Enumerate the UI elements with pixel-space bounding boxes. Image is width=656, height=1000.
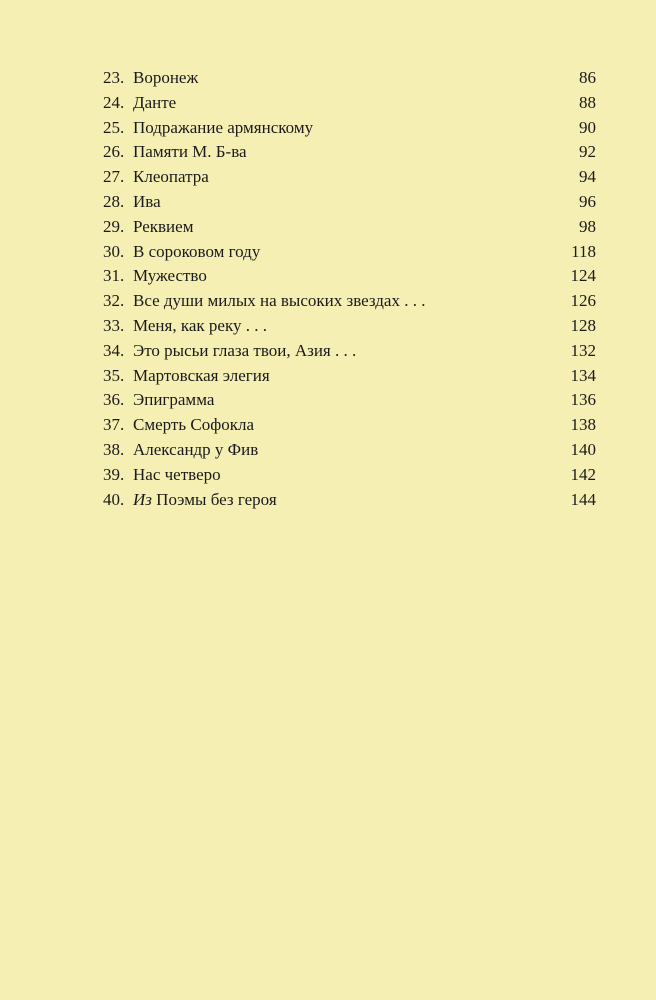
toc-entry-title [133, 364, 556, 389]
toc-entry-title-text: Клеопатра [133, 167, 209, 187]
toc-entry-title [133, 240, 556, 265]
toc-entry [103, 116, 596, 141]
toc-entry-title [133, 463, 556, 488]
toc-entry-page-number: 138 [570, 415, 596, 435]
toc-entry-title-text: Смерть Софокла [133, 415, 254, 435]
toc-entry [103, 215, 596, 240]
toc-entry-title [133, 140, 556, 165]
toc-entry-page-number: 90 [579, 117, 596, 137]
toc-entry-page-number: 88 [579, 92, 596, 112]
toc-entry-number: 24. [103, 92, 125, 112]
toc-entry-title [133, 264, 556, 289]
toc-entry [103, 240, 596, 265]
toc-entry-title-text: Данте [133, 92, 177, 112]
toc-entry-page-number: 92 [579, 142, 596, 162]
toc-entry-number: 28. [103, 191, 125, 211]
toc-entry-page-number: 140 [570, 439, 596, 459]
toc-entry [103, 339, 596, 364]
toc-entry-title [133, 314, 556, 339]
toc-entry-title [133, 413, 556, 438]
toc-entry-title-text: Мужество [133, 266, 207, 286]
toc-entry-page-number: 118 [571, 241, 596, 261]
toc-entry-page-number: 132 [570, 340, 596, 360]
toc-entry-number: 36. [103, 390, 125, 410]
toc-entry [103, 364, 596, 389]
toc-entry-number: 33. [103, 315, 125, 335]
toc-entry-number: 26. [103, 142, 125, 162]
toc-entry-number: 34. [103, 340, 125, 360]
toc-entry-title-text: Мартовская элегия [133, 365, 270, 385]
toc-entry-page-number: 142 [570, 464, 596, 484]
toc-entry-number: 29. [103, 216, 125, 236]
toc-entry [103, 488, 596, 513]
toc-entry-title [133, 116, 556, 141]
toc-entry [103, 165, 596, 190]
toc-entry [103, 413, 596, 438]
toc-entry-title-text: Памяти М. Б-ва [133, 142, 247, 162]
toc-entry-title [133, 488, 556, 513]
toc-entry-number: 25. [103, 117, 125, 137]
toc-entry-title-text: Меня, как реку . . . [133, 315, 267, 335]
toc-entry-number: 38. [103, 439, 125, 459]
toc-entry-title-text: Эпиграмма [133, 390, 215, 410]
toc-entry-page-number: 136 [570, 390, 596, 410]
toc-entry-title [133, 289, 556, 314]
toc-entry [103, 264, 596, 289]
toc-entry-number: 37. [103, 415, 125, 435]
toc-entry-number: 30. [103, 241, 125, 261]
toc-entry-number: 23. [103, 68, 125, 87]
toc-entry-title-text: Это рысьи глаза твои, Азия . . . [133, 340, 357, 360]
toc-entry-page-number: 96 [579, 191, 596, 211]
toc-entry-title-text: Александр у Фив [133, 439, 259, 459]
toc-entry-title-text: Ива [133, 191, 161, 211]
toc-entry [103, 140, 596, 165]
toc-entry-title-text: В сороковом году [133, 241, 261, 261]
toc-entry-title-text: Подражание армянскому [133, 117, 314, 137]
toc-entry [103, 289, 596, 314]
toc-entry-page-number: 98 [579, 216, 596, 236]
toc-entry-title [133, 388, 556, 413]
toc-entry-number: 35. [103, 365, 125, 385]
toc-entry-title [133, 66, 556, 91]
toc-entry-number: 32. [103, 291, 125, 311]
toc-entry-title [133, 190, 556, 215]
toc-entry [103, 314, 596, 339]
toc-entry [103, 91, 596, 116]
toc-entry-number: 27. [103, 167, 125, 187]
toc-entry-title [133, 339, 556, 364]
toc-entry-title-text: Все души милых на высоких звездах . . . [133, 291, 426, 311]
toc-entry-page-number: 124 [570, 266, 596, 286]
toc-entry-title-prefix: Из [133, 489, 152, 509]
toc-entry-title-text: Воронеж [133, 68, 199, 87]
toc-entry-page-number: 144 [570, 489, 596, 509]
toc-entry-number: 31. [103, 266, 125, 286]
toc-entry-number: 39. [103, 464, 125, 484]
table-of-contents [103, 66, 596, 512]
toc-entry [103, 66, 596, 91]
toc-entry-title-text: Поэмы без героя [156, 489, 277, 509]
toc-entry-title [133, 165, 556, 190]
toc-entry-title [133, 91, 556, 116]
toc-entry [103, 463, 596, 488]
toc-entry [103, 388, 596, 413]
toc-entry-page-number: 94 [579, 167, 596, 187]
toc-entry-title [133, 438, 556, 463]
toc-entry-number: 40. [103, 489, 125, 509]
toc-entry-page-number: 86 [579, 68, 596, 87]
toc-entry-title [133, 215, 556, 240]
toc-entry [103, 190, 596, 215]
toc-entry-page-number: 128 [570, 315, 596, 335]
toc-entry-title-text: Реквием [133, 216, 194, 236]
toc-entry [103, 438, 596, 463]
toc-entry-page-number: 134 [570, 365, 596, 385]
toc-entry-title-text: Нас четверо [133, 464, 221, 484]
toc-entry-page-number: 126 [570, 291, 596, 311]
